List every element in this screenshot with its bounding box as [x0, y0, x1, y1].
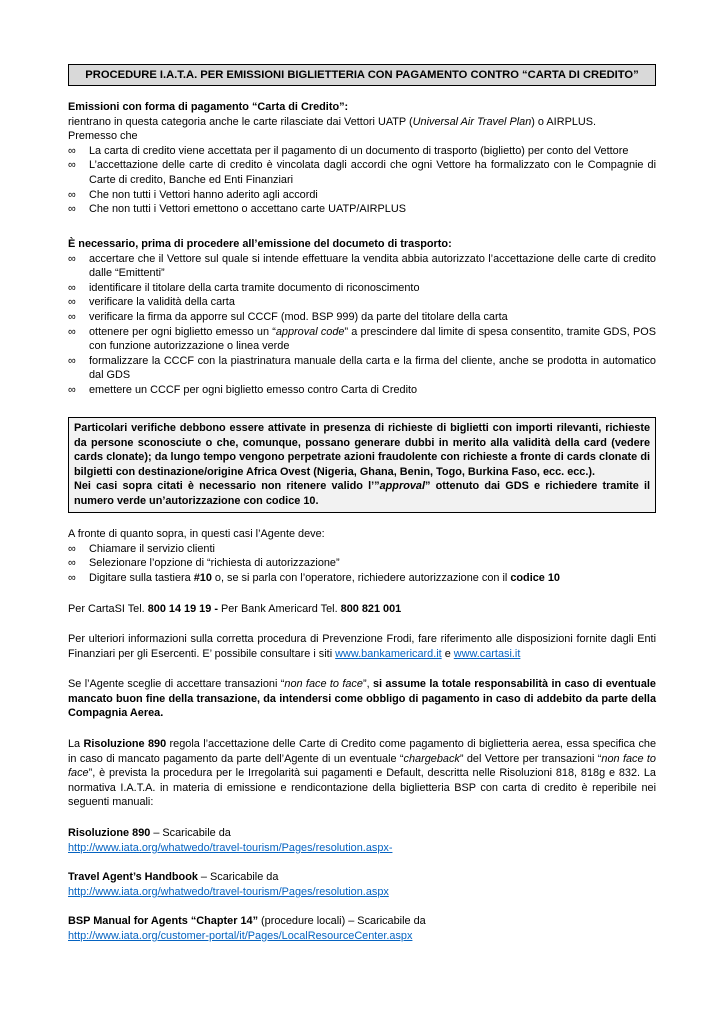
manual-title-line — [68, 914, 656, 929]
fraud-warning-box — [68, 417, 656, 513]
cartasi-link[interactable]: www.cartasi.it — [453, 647, 521, 660]
premise-label: Premesso che — [68, 130, 138, 143]
list-item-text: accertare che il Vettore sul quale si intende effettuare la vendita abbia autorizzato l’accettazione delle carte di credito dalle “Emittenti” — [89, 252, 656, 280]
text-run: ottenere per ogni biglietto emesso un “ — [89, 325, 276, 338]
text-run: La — [68, 738, 84, 750]
info-text — [68, 632, 656, 661]
manual-url-line — [68, 929, 656, 944]
text-run: ” ottenuto dai GDS e richiedere tramite il numero verde un’autorizzazione con codice 10. — [74, 480, 650, 507]
text-run-bold: codice 10 — [510, 571, 560, 584]
infinity-bullet-icon: ∞ — [68, 571, 76, 584]
list-item-text: identificare il titolare della carta tramite documento di riconoscimento — [89, 281, 420, 294]
text-run: ”, è prevista la procedura per le Irregolarità sui pagamenti e Default, descritta nelle Risoluzioni 818, 818g e 832. La normativa I.A.T.A. in materia di emissione e rendicontazione della biglietteria BSP con carta di credito è reperibile nei seguenti manuali: — [68, 767, 656, 809]
resolution-paragraph — [68, 737, 656, 810]
list-item — [68, 556, 656, 571]
bankamericard-link[interactable]: www.bankamericard.it — [335, 647, 442, 660]
manual-url-line — [68, 885, 656, 900]
list-item — [68, 383, 656, 398]
resolution-text — [68, 737, 656, 810]
section-heading: È necessario, prima di procedere all’emissione del documeto di trasporto: — [68, 238, 452, 250]
infinity-bullet-icon: ∞ — [68, 310, 76, 323]
section-heading: Emissioni con forma di pagamento “Carta di Credito”: — [68, 101, 349, 113]
manual-title: Travel Agent’s Handbook — [68, 871, 198, 883]
manual-link[interactable]: http://www.iata.org/whatwedo/travel-tourism/Pages/resolution.aspx — [68, 885, 389, 898]
list-item-text: emettere un CCCF per ogni biglietto emesso contro Carta di Credito — [89, 383, 418, 396]
text-run: ” del Vettore per transazioni “ — [459, 752, 602, 765]
list-item — [68, 571, 656, 586]
infinity-bullet-icon: ∞ — [68, 188, 76, 201]
text-run: regola l’accettazione delle Carte di Credito come pagamento di biglietteria aerea, essa specifica che in caso di mancato pagamento da parte dell’Agente di un eventuale “ — [68, 738, 657, 765]
text-run: Per Bank Americard Tel. — [220, 603, 341, 615]
list-item — [68, 202, 656, 217]
info-paragraph — [68, 632, 656, 661]
fraud-warning-text: Particolari verifiche debbono essere attivate in presenza di richieste di biglietti con importi rilevanti, richieste da persone sconosciute o che, comunque, possano generare dubbi in merito alla validità della card (vedere cards clonate); da lungo tempo vengono perpetrate azioni fraudolente con richieste a fronte di cards clonate di bilgietti con destinazione/origine Africa Ovest (Nigeria, Ghana, Benin, Togo, Burkina Faso, ecc. ecc.). — [74, 422, 650, 478]
text-run: Digitare sulla tastiera — [89, 571, 194, 584]
list-item — [68, 281, 656, 296]
text-run: ) o AIRPLUS. — [531, 115, 597, 128]
agent-actions-list — [68, 542, 656, 586]
liability-paragraph — [68, 677, 656, 721]
list-item — [68, 144, 656, 159]
text-run: Se l’Agente sceglie di accettare transazioni “ — [68, 678, 285, 690]
text-run-bold: #10 — [193, 571, 212, 584]
list-item — [68, 252, 656, 281]
list-item — [68, 158, 656, 187]
list-item-text: formalizzare la CCCF con la piastrinatura manuale della carta e la firma del cliente, anche se prodotta in automatico dal GDS — [89, 354, 656, 382]
text-run-italic: approval code — [275, 325, 345, 338]
text-run-bold: Risoluzione 890 — [83, 738, 167, 750]
manual-title-line — [68, 826, 656, 841]
text-run: ” a prescindere dal limite di spesa consentito, tramite GDS, POS con funzione autorizzazione o linea verde — [89, 325, 657, 353]
list-item — [68, 542, 656, 557]
list-item — [68, 295, 656, 310]
text-run: ”, — [362, 678, 373, 690]
text-run-italic: non face to face — [284, 678, 363, 690]
liability-text — [68, 677, 656, 721]
uatp-note — [68, 115, 656, 130]
list-item-text: Chiamare il servizio clienti — [89, 542, 215, 555]
list-item-text: Che non tutti i Vettori emettono o accettano carte UATP/AIRPLUS — [89, 203, 406, 216]
manual-title: Risoluzione 890 — [68, 827, 151, 839]
text-run-italic: chargeback — [403, 752, 460, 765]
phone-line — [68, 602, 656, 617]
section-agent-actions — [68, 527, 656, 585]
infinity-bullet-icon: ∞ — [68, 325, 76, 338]
premise-list — [68, 144, 656, 217]
manual-travel-agents-handbook — [68, 870, 656, 899]
document-title: PROCEDURE I.A.T.A. PER EMISSIONI BIGLIETTERIA CON PAGAMENTO CONTRO “CARTA DI CREDITO” — [68, 64, 656, 86]
text-run: – Scaricabile da — [150, 827, 231, 839]
text-run-italic: Universal Air Travel Plan — [412, 115, 532, 128]
infinity-bullet-icon: ∞ — [68, 296, 76, 309]
text-run: Per ulteriori informazioni sulla corretta procedura di Prevenzione Frodi, fare riferimento alle disposizioni fornite dagli Enti Finanziari per gli Esercenti. E’ possibile consultare i siti — [68, 633, 656, 660]
infinity-bullet-icon: ∞ — [68, 203, 76, 216]
text-run: rientrano in questa categoria anche le carte rilasciate dai Vettori UATP ( — [68, 115, 413, 128]
manual-link[interactable]: http://www.iata.org/whatwedo/travel-tourism/Pages/resolution.aspx- — [68, 841, 393, 854]
infinity-bullet-icon: ∞ — [68, 557, 76, 570]
list-item-text: L’accettazione delle carte di credito è vincolata dagli accordi che ogni Vettore ha formalizzato con le Compagnie di Carte di credito, Banche ed Enti Finanziari — [89, 159, 656, 186]
list-item — [68, 325, 656, 354]
manual-bsp-chapter-14 — [68, 914, 656, 943]
text-run-italic: non face to face — [68, 752, 656, 780]
manual-resolution-890 — [68, 826, 656, 855]
list-item-text: Che non tutti i Vettori hanno aderito agli accordi — [89, 188, 318, 201]
text-run: o, se si parla con l’operatore, richiedere autorizzazione con il — [211, 571, 511, 584]
infinity-bullet-icon: ∞ — [68, 383, 76, 396]
text-run-italic: approval — [379, 480, 425, 493]
cartasi-phone: 800 14 19 19 — [147, 603, 212, 615]
text-run: Per CartaSI Tel. — [68, 603, 148, 615]
agent-actions-intro: A fronte di quanto sopra, in questi casi l’Agente deve: — [68, 528, 325, 540]
section-credit-card-payment — [68, 100, 656, 217]
list-item — [68, 188, 656, 203]
infinity-bullet-icon: ∞ — [68, 252, 76, 265]
fraud-warning-instruction — [74, 479, 650, 508]
manual-title: BSP Manual for Agents “Chapter 14” — [68, 915, 259, 927]
manual-link[interactable]: http://www.iata.org/customer-portal/it/Pages/LocalResourceCenter.aspx — [68, 929, 413, 942]
list-item — [68, 310, 656, 325]
list-item-text: La carta di credito viene accettata per il pagamento di un documento di trasporto (biglietto) per conto del Vettore — [89, 144, 629, 157]
text-run: e — [441, 647, 454, 660]
text-run: Nei casi sopra citati è necessario non ritenere valido l’” — [74, 480, 380, 493]
manual-url-line — [68, 841, 656, 856]
list-item — [68, 354, 656, 383]
infinity-bullet-icon: ∞ — [68, 542, 76, 555]
infinity-bullet-icon: ∞ — [68, 159, 76, 172]
list-item-text: verificare la firma da apporre sul CCCF (mod. BSP 999) da parte del titolare della carta — [89, 310, 508, 323]
list-item-text: verificare la validità della carta — [89, 296, 235, 309]
section-before-issuing — [68, 237, 656, 398]
manual-title-line — [68, 870, 656, 885]
text-run-bold: si assume la totale responsabilità in caso di eventuale mancato buon fine della transazione, da intendersi come obbligo di pagamento in caso di addebito da parte della Compagnia Aerea. — [68, 678, 656, 720]
text-run: (procedure locali) – Scaricabile da — [258, 915, 426, 927]
text-run-bold: - — [211, 603, 221, 615]
phone-numbers — [68, 602, 656, 617]
list-item-text: Selezionare l’opzione di “richiesta di autorizzazione” — [89, 557, 340, 570]
infinity-bullet-icon: ∞ — [68, 354, 76, 367]
bankamericard-phone: 800 821 001 — [340, 603, 402, 615]
checks-list — [68, 252, 656, 398]
text-run: – Scaricabile da — [197, 871, 279, 883]
infinity-bullet-icon: ∞ — [68, 281, 76, 294]
infinity-bullet-icon: ∞ — [68, 144, 76, 157]
